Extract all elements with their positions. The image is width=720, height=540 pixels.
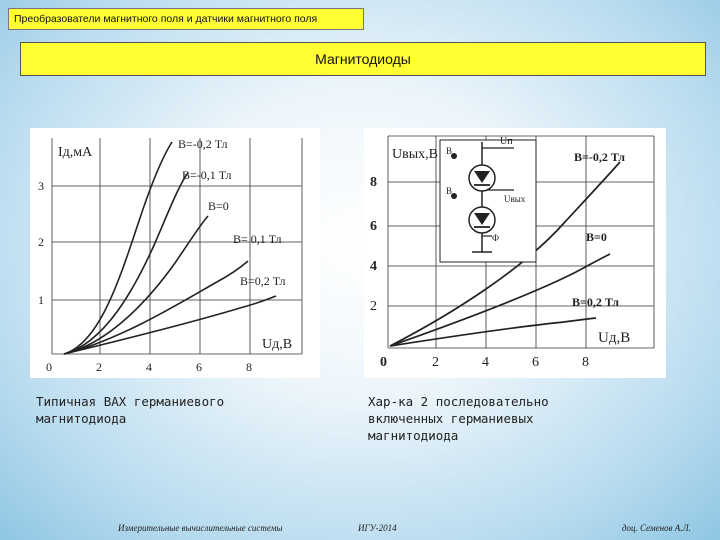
right-x-tick: 2 <box>432 355 439 370</box>
left-x-tick: 6 <box>196 360 202 374</box>
left-curve-label-2: B=-0,1 Тл <box>182 168 232 182</box>
right-curve-b-0-2 <box>390 318 596 346</box>
schematic-label-up: Uп <box>500 136 513 147</box>
slide-title: Магнитодиоды <box>20 42 706 76</box>
left-y-tick: 1 <box>38 293 44 307</box>
left-x-tick: 0 <box>46 360 52 374</box>
course-header: Преобразователи магнитного поля и датчики магнитного поля <box>8 8 364 30</box>
left-curve-label-1: B=-0,2 Тл <box>178 137 228 151</box>
left-x-axis-label: Uд,В <box>262 337 293 352</box>
footer-university: ИГУ-2014 <box>358 523 397 533</box>
right-x-tick: 8 <box>582 355 589 370</box>
right-x-tick: 4 <box>482 355 489 370</box>
right-y-tick: 2 <box>370 299 377 314</box>
footer-author: доц. Семенов А.Л. <box>622 523 691 533</box>
left-x-tick: 2 <box>96 360 102 374</box>
circuit-schematic <box>440 136 536 262</box>
schematic-label-f: Ф <box>492 233 500 243</box>
diode-icon <box>469 207 495 233</box>
left-caption: Типичная ВАХ германиевого магнитодиода <box>36 394 225 426</box>
right-y-tick: 4 <box>370 259 377 274</box>
right-x-tick: 0 <box>380 355 387 370</box>
right-curve-label-3: B=0,2 Тл <box>572 295 619 309</box>
left-y-tick: 3 <box>38 179 44 193</box>
diode-icon <box>469 165 495 191</box>
schematic-label-b2: В <box>446 186 453 196</box>
left-curve-label-4: B= 0,1 Тл <box>233 232 282 246</box>
right-y-tick: 6 <box>370 219 377 234</box>
left-y-tick: 2 <box>38 235 44 249</box>
left-curve-label-5: B=0,2 Тл <box>240 274 286 288</box>
schematic-label-uout: Uвых <box>504 194 526 204</box>
right-caption: Хар-ка 2 последовательно включенных германиевых магнитодиода <box>368 394 549 443</box>
left-x-tick: 8 <box>246 360 252 374</box>
schematic-label-b1: В <box>446 146 453 156</box>
left-x-tick: 4 <box>146 360 152 374</box>
left-grid <box>52 138 302 354</box>
right-x-axis-label: Uд,В <box>598 330 631 346</box>
right-curve-label-2: B=0 <box>586 230 607 244</box>
left-figure <box>30 128 320 378</box>
right-figure <box>364 128 666 378</box>
right-curve-label-1: B=-0,2 Тл <box>574 150 625 164</box>
right-x-tick: 6 <box>532 355 539 370</box>
left-y-axis-label: Iд,мА <box>58 145 93 160</box>
right-y-tick: 8 <box>370 175 377 190</box>
curve-b-0 <box>64 216 208 354</box>
curve-b-minus-0-2 <box>64 142 172 354</box>
left-curve-label-3: B=0 <box>208 199 229 213</box>
footer-course: Измерительные вычислительные системы <box>118 523 283 533</box>
right-y-axis-label: Uвых,В <box>392 147 438 162</box>
